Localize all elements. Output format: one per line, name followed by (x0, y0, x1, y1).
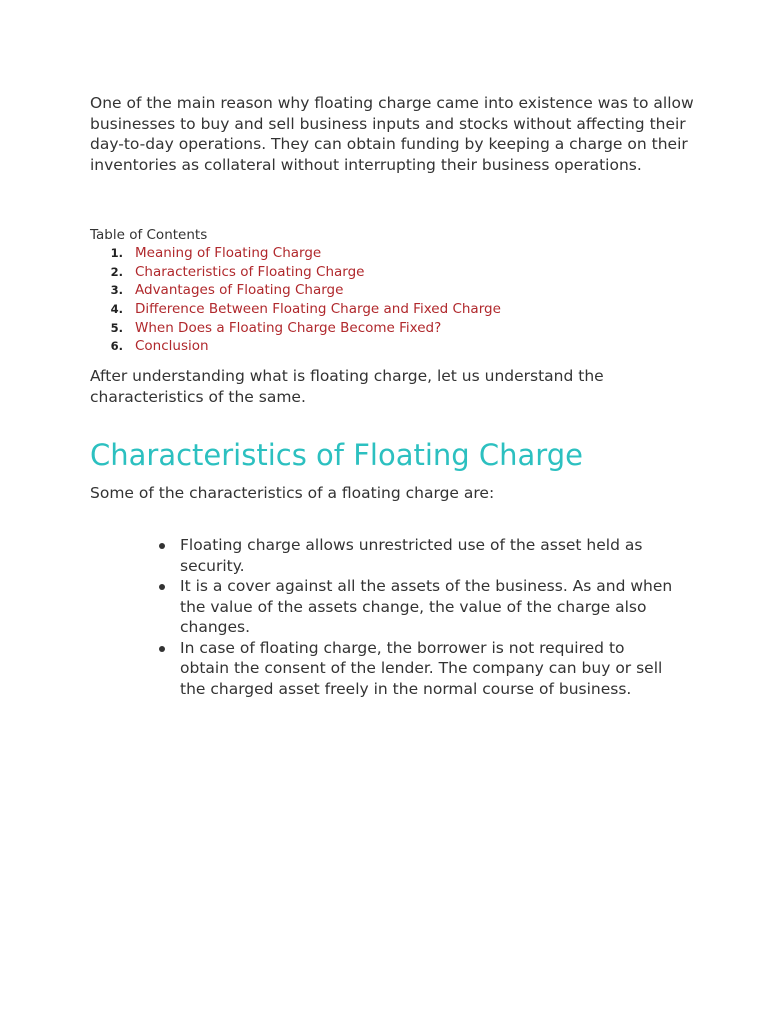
list-item-text: In case of floating charge, the borrower is not required to obtain the consent of the lender. The company can buy or sell the charged asset freely in the normal course of business. (180, 638, 663, 698)
toc-item-conclusion (90, 337, 650, 356)
toc-link-difference[interactable]: Difference Between Floating Charge and Fixed Charge (135, 301, 501, 318)
list-item-text: Floating charge allows unrestricted use of the asset held as security. (180, 536, 643, 575)
toc-item-number: 6. (110, 339, 123, 354)
toc-item-number: 5. (110, 320, 123, 335)
toc-item-characteristics (90, 263, 650, 282)
toc-item-number: 3. (110, 283, 123, 298)
list-item-text: It is a cover against all the assets of the business. As and when the value of the assets change, the value of the charge also changes. (180, 577, 673, 636)
toc-heading: Table of Contents (90, 227, 208, 243)
toc-item-number: 1. (110, 246, 123, 260)
toc-item-meaning (90, 244, 650, 263)
section-lead: Some of the characteristics of a floating charge are: (90, 484, 495, 502)
toc-link-conclusion[interactable]: Conclusion (135, 338, 209, 355)
list-item (155, 576, 675, 638)
toc-item-difference (90, 300, 650, 319)
bullet-icon (159, 543, 165, 549)
bullet-icon (159, 584, 165, 590)
toc-item-number: 4. (110, 302, 123, 317)
table-of-contents (90, 244, 650, 356)
section-heading: Characteristics of Floating Charge (90, 438, 583, 472)
transition-paragraph: After understanding what is floating charge, let us understand the characteristics of the same. (90, 367, 604, 406)
list-item (155, 535, 675, 576)
toc-item-advantages (90, 281, 650, 300)
toc-link-meaning[interactable]: Meaning of Floating Charge (135, 245, 322, 261)
toc-link-characteristics[interactable]: Characteristics of Floating Charge (135, 263, 365, 280)
toc-link-advantages[interactable]: Advantages of Floating Charge (135, 282, 344, 299)
list-item (155, 638, 675, 700)
toc-item-number: 2. (110, 264, 123, 279)
toc-item-become-fixed (90, 319, 650, 338)
bullet-icon (159, 646, 165, 652)
toc-link-become-fixed[interactable]: When Does a Floating Charge Become Fixed? (135, 319, 442, 336)
characteristics-list (155, 535, 675, 699)
intro-paragraph: One of the main reason why floating charge came into existence was to allow businesses to buy and sell business inputs and stocks without affecting their day-to-day operations. They can obtain funding by keeping a charge on their inventories as collateral without interrupting their business operations. (90, 94, 694, 174)
